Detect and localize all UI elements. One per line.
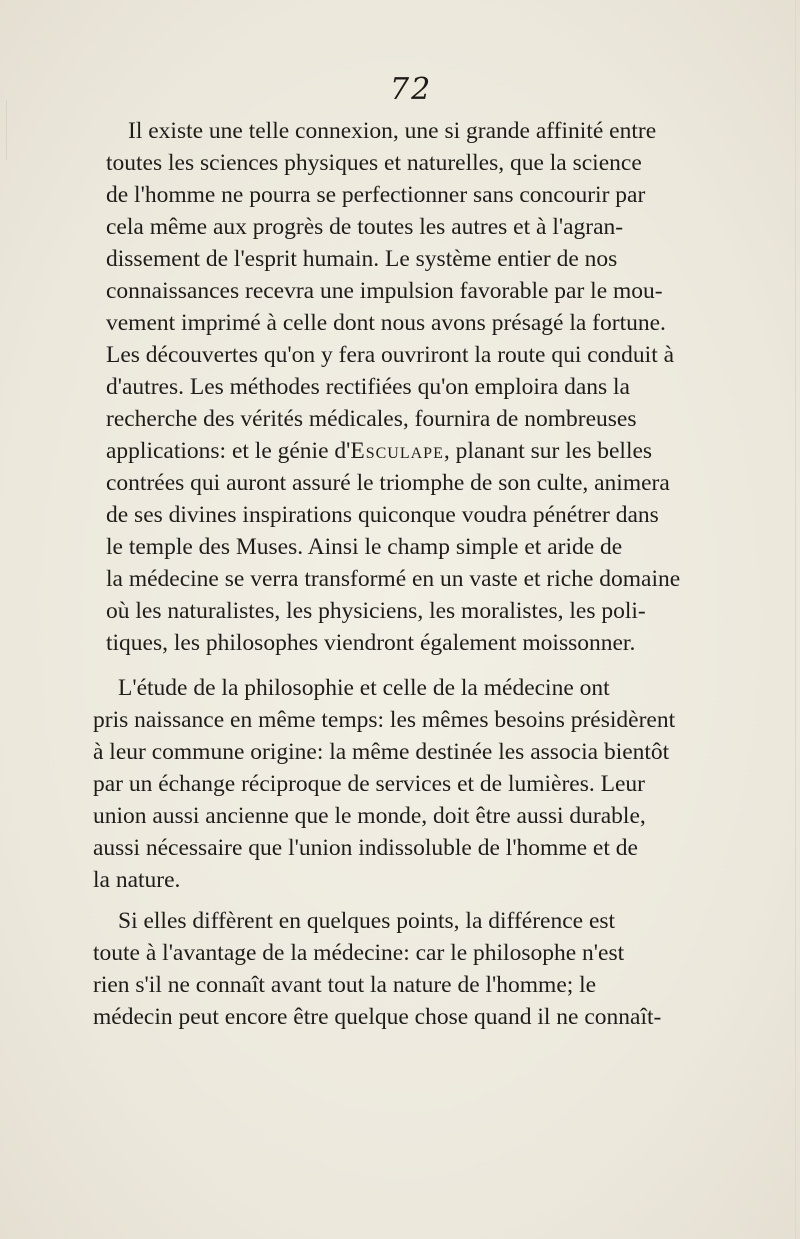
esculape-small-caps: Esculape [350, 438, 444, 464]
text-line: d'autres. Les méthodes rectifiées qu'on emploira dans la [106, 374, 630, 400]
text-line: la médecine se verra transformé en un vaste et riche domaine [106, 566, 681, 592]
text-line: contrées qui auront assuré le triomphe de son culte, animera [106, 470, 670, 496]
text-line: tiques, les philosophes viendront également moissonner. [106, 630, 636, 656]
paper-crease [6, 100, 7, 160]
text-line: de ses divines inspirations quiconque voudra pénétrer dans [106, 502, 659, 528]
text-line: Il existe une telle connexion, une si grande affinité entre [128, 118, 657, 144]
text-line: Si elles diffèrent en quelques points, la différence est [118, 908, 616, 934]
text-line: toutes les sciences physiques et naturelles, que la science [106, 150, 642, 176]
text-line: aussi nécessaire que l'union indissoluble de l'homme et de [93, 835, 638, 861]
text-line: Les découvertes qu'on y fera ouvriront la route qui conduit à [106, 342, 675, 368]
text-line: de l'homme ne pourra se perfectionner sans concourir par [106, 182, 646, 208]
text-line: où les naturalistes, les physiciens, les moralistes, les poli- [106, 598, 646, 624]
text-line: pris naissance en même temps: les mêmes besoins présidèrent [93, 707, 676, 733]
text-line: recherche des vérités médicales, fournira de nombreuses [106, 406, 637, 432]
text-line: la nature. [93, 867, 181, 893]
text-line: dissement de l'esprit humain. Le système entier de nos [106, 246, 618, 272]
text-line: union aussi ancienne que le monde, doit être aussi durable, [93, 803, 646, 829]
text-line: connaissances recevra une impulsion favorable par le mou- [106, 278, 663, 304]
text-line: vement imprimé à celle dont nous avons présagé la fortune. [106, 310, 666, 336]
text-segment: , planant sur les belles [443, 438, 653, 464]
text-line: à leur commune origine: la même destinée les associa bientôt [93, 739, 670, 765]
text-segment: applications: et le génie d' [106, 438, 351, 464]
text-line: le temple des Muses. Ainsi le champ simple et aride de [106, 534, 623, 560]
text-line: toute à l'avantage de la médecine: car le philosophe n'est [93, 940, 625, 966]
text-line: L'étude de la philosophie et celle de la médecine ont [118, 675, 610, 701]
text-line: médecin peut encore être quelque chose quand il ne connaît- [93, 1004, 662, 1030]
text-line: rien s'il ne connaît avant tout la nature de l'homme; le [93, 972, 597, 998]
paper-crease [795, 0, 796, 1239]
text-line: par un échange réciproque de services et de lumières. Leur [93, 771, 645, 797]
text-line: cela même aux progrès de toutes les autres et à l'agran- [106, 214, 624, 240]
page-number: 72 [390, 72, 433, 107]
text-line [106, 440, 652, 464]
